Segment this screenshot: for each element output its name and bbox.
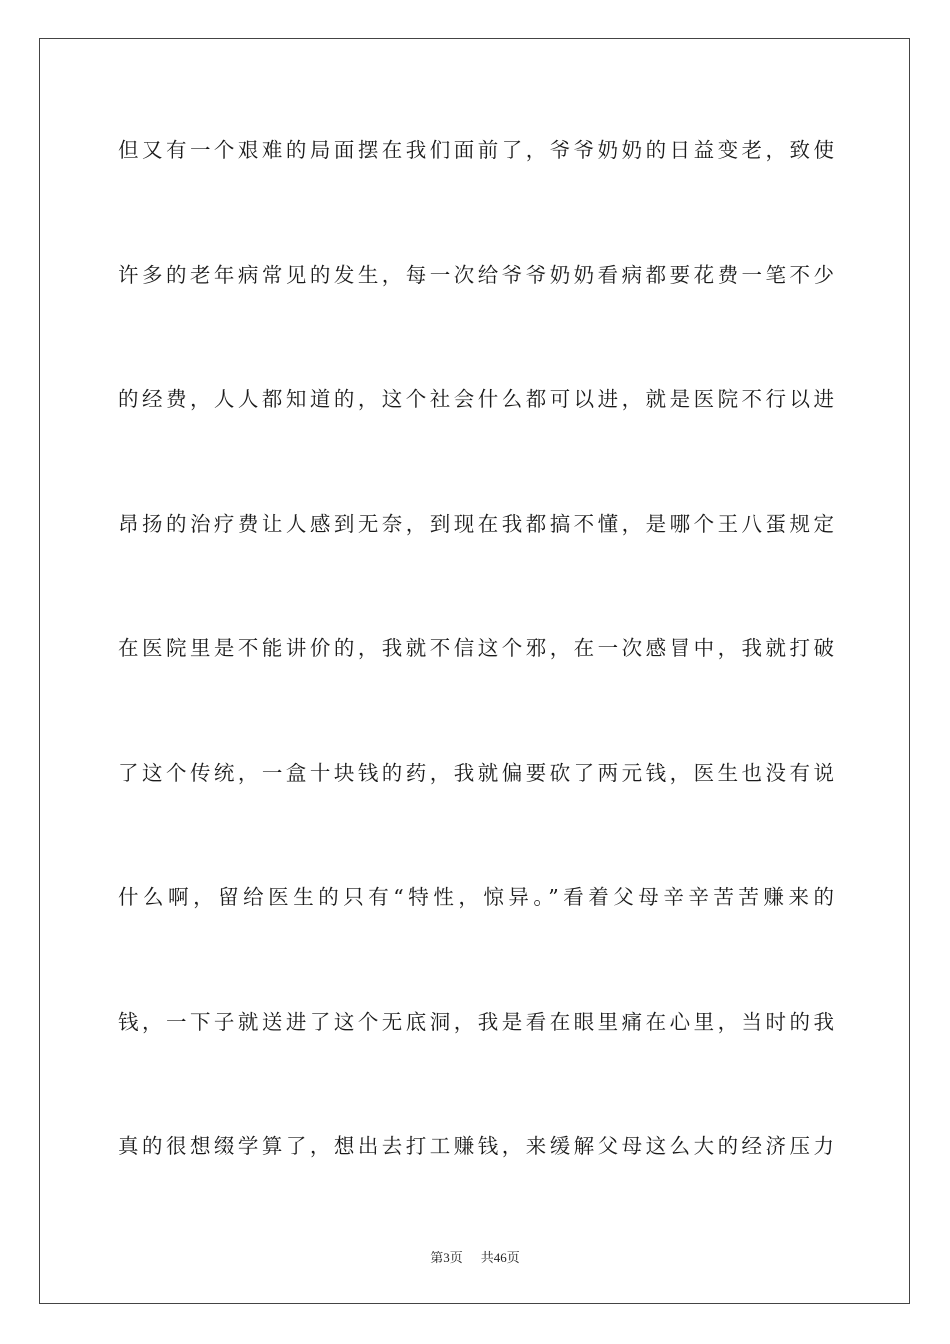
text-line-8: 钱，一下子就送进了这个无底洞，我是看在眼里痛在心里，当时的我: [118, 1009, 834, 1034]
text-line-4: 昂扬的治疗费让人感到无奈，到现在我都搞不懂，是哪个王八蛋规定: [118, 511, 834, 536]
body-text: [118, 128, 834, 1249]
text-line-5: 在医院里是不能讲价的，我就不信这个邪，在一次感冒中，我就打破: [118, 636, 834, 660]
text-line-6: 了这个传统，一盒十块钱的药，我就偏要砍了两元钱，医生也没有说: [118, 760, 834, 785]
text-line-3: 的经费，人人都知道的，这个社会什么都可以进，就是医院不行以进: [118, 387, 834, 411]
text-line-2: 许多的老年病常见的发生，每一次给爷爷奶奶看病都要花费一笔不少: [118, 262, 834, 287]
page-footer: [0, 1247, 950, 1266]
text-line-7: 什么啊，留给医生的只有“特性，惊异。”看着父母辛辛苦苦赚来的: [118, 885, 834, 909]
text-line-9: 真的很想缀学算了，想出去打工赚钱，来缓解父母这么大的经济压力: [118, 1134, 834, 1158]
text-line-1: 但又有一个艰难的局面摆在我们面前了，爷爷奶奶的日益变老，致使: [118, 138, 834, 162]
page-total: 共46页: [480, 1250, 520, 1265]
page-number: 第3页: [430, 1250, 463, 1265]
